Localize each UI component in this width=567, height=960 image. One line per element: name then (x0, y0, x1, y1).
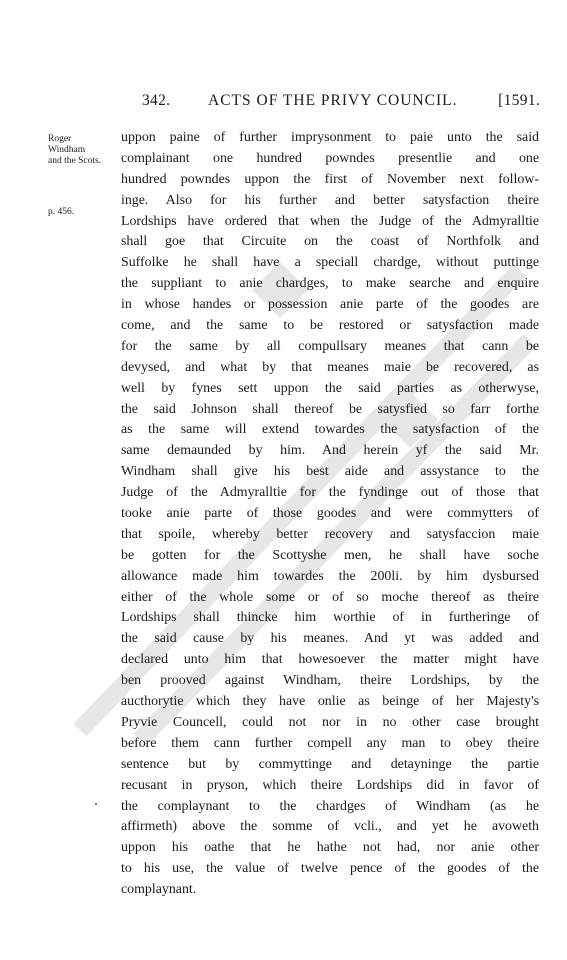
text-line: before them cann further compell any man to obey theire (121, 735, 539, 751)
text-line: complaynant. (121, 882, 197, 898)
text-line: hundred powndes uppon the first of November next follow- (121, 171, 539, 187)
running-header (120, 92, 540, 114)
text-line: be gotten for the Scottyshe men, he shall have soche (121, 547, 539, 563)
text-line: well by fynes sett uppon the said parties as otherwyse, (121, 380, 539, 396)
body-paragraph (121, 128, 539, 901)
text-line: Suffolke he shall have a speciall chardge, without puttinge (121, 255, 539, 271)
text-line: inge. Also for his further and better satysfaction theire (121, 192, 539, 208)
marginal-note-line: Roger (48, 134, 72, 144)
running-title: ACTS OF THE PRIVY COUNCIL. (208, 92, 458, 109)
text-line: to his use, the value of twelve pence of the goodes of the (121, 861, 539, 877)
text-line: for the same by all compullsary meanes that cann be (121, 338, 539, 354)
text-line: the said Johnson shall thereof be satysfied so farr forthe (121, 401, 539, 417)
text-line: devysed, and what by that meanes maie be recovered, as (121, 359, 539, 375)
text-line: uppon paine of further imprysonment to paie unto the said (121, 130, 539, 145)
marginal-note-line: and the Scots. (48, 156, 102, 166)
text-line: declared unto him that howesoever the matter might have (121, 652, 539, 668)
text-line: as the same will extend towardes the satysfaction of the (121, 422, 539, 438)
text-line: the complaynant to the chardges of Windham (as he (121, 798, 539, 814)
text-line: Lordships shall thincke him worthie of in furtheringe of (121, 610, 539, 626)
text-line: the said cause by his meanes. And yt was added and (121, 631, 539, 647)
text-line: recusant in pryson, which theire Lordships did in favor of (121, 777, 539, 793)
running-year: [1591. (498, 92, 540, 109)
text-line: either of the whole some or of so moche thereof as theire (121, 589, 539, 605)
text-line: allowance made him towardes the 200li. by him dysbursed (121, 568, 539, 584)
text-line: uppon his oathe that he hathe not had, nor anie other (121, 840, 539, 856)
page-number: 342. (142, 92, 171, 109)
text-line: come, and the same to be restored or satysfaction made (121, 318, 539, 334)
text-line: Judge of the Admyralltie for the fyndinge out of those that (121, 485, 539, 501)
text-line: same demaunded by him. And herein yf the said Mr. (121, 443, 539, 459)
text-line: complainant one hundred powndes presentlie and one (121, 150, 539, 166)
text-line: ben prooved against Windham, theire Lordships, by the (121, 673, 539, 689)
text-line: Pryvie Councell, could not nor in no other case brought (121, 714, 539, 730)
ink-speck (95, 803, 97, 805)
marginal-note-line: Windham (48, 145, 86, 155)
text-line: sentence but by commyttinge and detayninge the partie (121, 756, 539, 772)
text-line: tooke anie parte of those goodes and were commytters of (121, 506, 539, 522)
text-line: that spoile, whereby better recovery and satysfaccion maie (121, 526, 539, 542)
text-line: aucthorytie which they have onlie as beinge of her Majesty's (121, 694, 539, 710)
marginal-page-reference: p. 456. (48, 207, 75, 217)
text-line: the suppliant to anie chardges, to make searche and enquire (121, 276, 539, 292)
text-line: shall goe that Circuite on the coast of Northfolk and (121, 234, 539, 250)
text-line: Windham shall give his best aide and assystance to the (121, 464, 539, 480)
text-line: in whose handes or possession anie parte of the goodes are (121, 297, 539, 313)
text-line: Lordships have ordered that when the Judge of the Admyralltie (121, 213, 539, 229)
marginal-note-topic (48, 134, 118, 167)
text-line: affirmeth) above the somme of vcli., and yet he avoweth (121, 819, 539, 835)
